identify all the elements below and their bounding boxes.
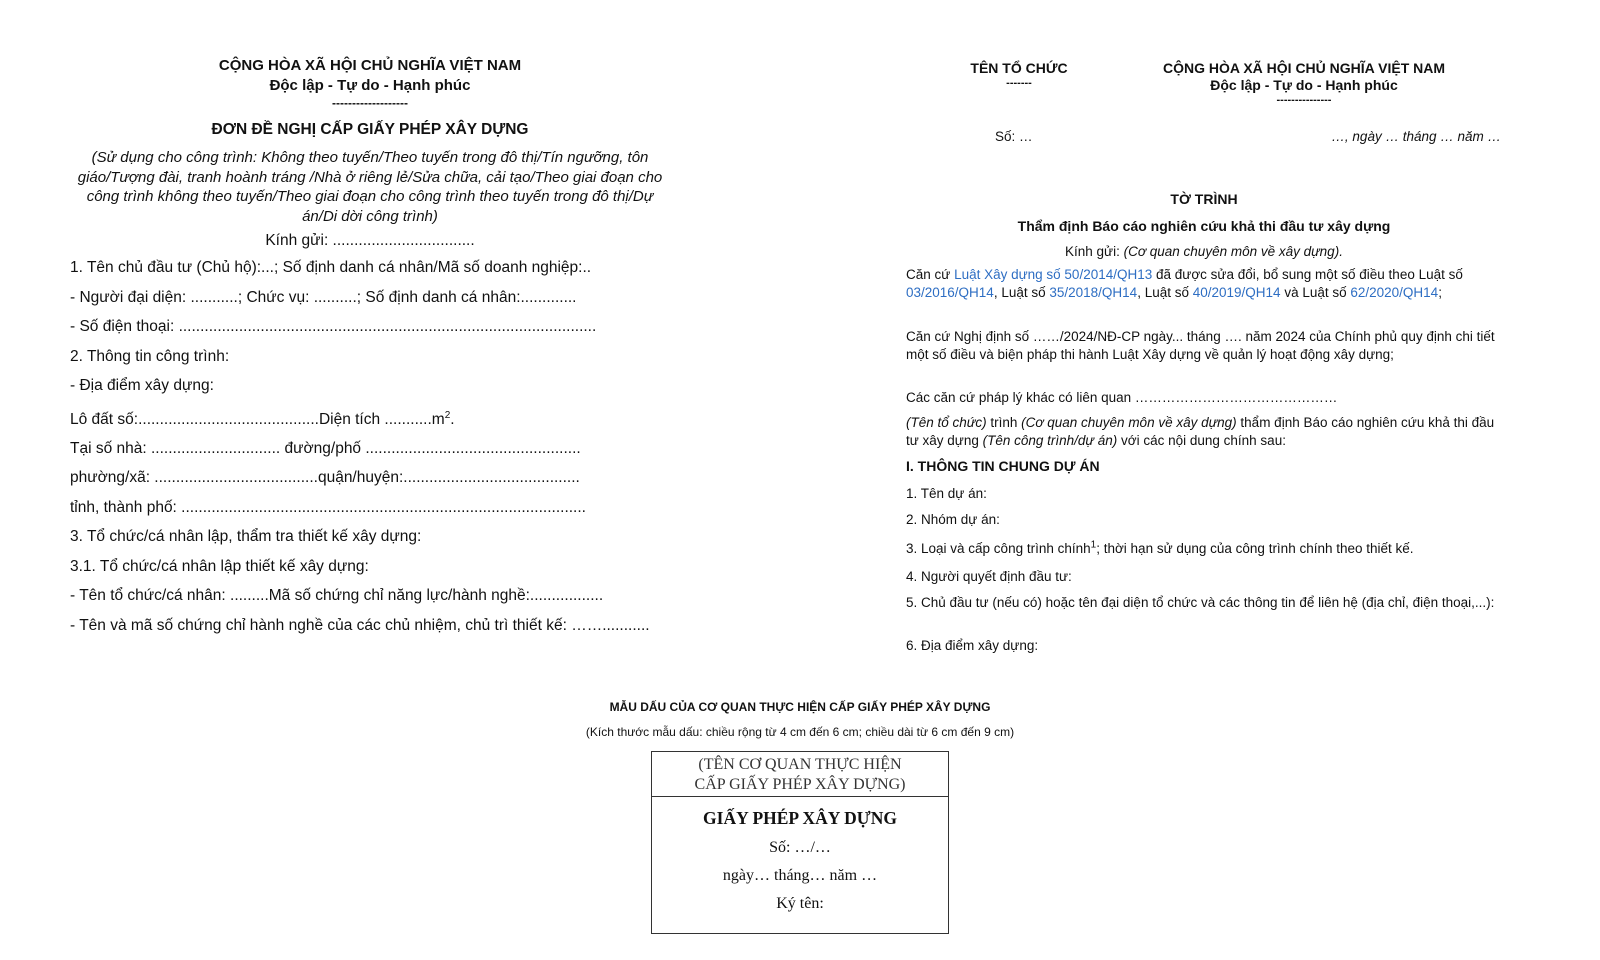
form-line: - Tên và mã số chứng chỉ hành nghề của các chủ nhiệm, chủ trì thiết kế: ……........... [70, 616, 650, 634]
national-title: CỘNG HÒA XÃ HỘI CHỦ NGHĨA VIỆT NAM [218, 57, 522, 74]
form-line: 1. Tên chủ đầu tư (Chủ hộ):...; Số định danh cá nhân/Mã số doanh nghiệp:.. [70, 259, 592, 276]
organization-name: TÊN TỔ CHỨC [970, 60, 1068, 76]
organization-block [949, 60, 1089, 89]
basis-text: ; [1438, 284, 1442, 300]
legal-basis-decree: Căn cứ Nghị định số ……/2024/NĐ-CP ngày... tháng …. năm 2024 của Chính phủ quy định chi tiết một số điều và biện pháp thi hành Luật Xây dựng về quản lý hoạt động xây dựng; [906, 329, 1495, 362]
organization-divider: ------- [1006, 77, 1032, 89]
item-text: ; thời hạn sử dụng của công trình chính theo thiết kế. [1096, 541, 1414, 556]
document-type: TỜ TRÌNH [1170, 191, 1238, 207]
recipient-line: Kính gửi: ................................. [265, 232, 475, 249]
area-unit-exponent: 2 [444, 409, 451, 421]
stamp-size-note: (Kích thước mẫu dấu: chiều rộng từ 4 cm đến 6 cm; chiều dài từ 6 cm đến 9 cm) [585, 725, 1015, 739]
form-line: - Tên tổ chức/cá nhân: .........Mã số chứng chỉ năng lực/hành nghề:................. [70, 587, 604, 604]
stamp-number: Số: …/… [769, 839, 831, 856]
law-link[interactable]: 62/2020/QH14 [1350, 284, 1439, 300]
submission-intro [906, 414, 1504, 449]
national-motto: Độc lập - Tự do - Hạnh phúc [269, 77, 471, 94]
national-header [1119, 60, 1489, 106]
law-link[interactable]: 40/2019/QH14 [1192, 284, 1281, 300]
stamp-sample-title: MẪU DẤU CỦA CƠ QUAN THỰC HIỆN CẤP GIẤY PHÉP XÂY DỰNG [609, 700, 991, 714]
form-line: 2. Thông tin công trình: [70, 347, 230, 365]
form-title: ĐƠN ĐỀ NGHỊ CẤP GIẤY PHÉP XÂY DỰNG [211, 121, 529, 138]
form-line: 3.1. Tổ chức/cá nhân lập thiết kế xây dựng: [70, 557, 369, 575]
intro-text: trình [986, 415, 1022, 430]
stamp-agency-block [652, 752, 948, 797]
legal-basis-law [906, 266, 1504, 301]
usage-note: (Sử dụng cho công trình: Không theo tuyến/Theo tuyến trong đô thị/Tín ngưỡng, tôn giáo/Tượng đài, tranh hoành tráng /Nhà ở riêng lẻ/Sửa chữa, cải tạo/Theo giai đoạn cho công trình không theo tuyến/Theo giai đoạn cho công trình theo tuyến trong đô thị/Dự án/Di dời công trình) [77, 149, 663, 225]
header-divider: ------------------- [332, 96, 408, 110]
stamp-agency-line: CẤP GIẤY PHÉP XÂY DỰNG) [694, 776, 906, 793]
lot-area-end: . [450, 410, 455, 428]
form-line: Tại số nhà: .............................. đường/phố .................................................. [70, 439, 581, 457]
recipient-label: Kính gửi: [1065, 244, 1124, 259]
basis-text: đã được sửa đổi, bổ sung một số điều theo Luật số [1152, 267, 1463, 282]
project-item: 5. Chủ đầu tư (nếu có) hoặc tên đại diện tổ chức và các thông tin để liên hệ (địa chỉ, điện thoại,...): [906, 595, 1495, 610]
intro-placeholder: (Tên tổ chức) [906, 415, 987, 430]
law-link[interactable]: Luật Xây dựng số 50/2014/QH13 [954, 267, 1153, 282]
motto-divider: --------------- [1276, 94, 1332, 106]
form-line: 3. Tổ chức/cá nhân lập, thẩm tra thiết kế xây dựng: [70, 528, 422, 545]
recipient-line [899, 244, 1509, 259]
form-line: tỉnh, thành phố: .............................................................................................. [70, 498, 586, 516]
stamp-signature: Ký tên: [776, 895, 824, 912]
recipient-value: (Cơ quan chuyên môn về xây dựng). [1123, 244, 1343, 259]
lot-area-text: Lô đất số:..........................................Diện tích ...........m [70, 410, 445, 428]
form-line: - Địa điểm xây dựng: [70, 377, 214, 394]
intro-placeholder: (Tên công trình/dự án) [982, 432, 1118, 448]
basis-text: , Luật số [1137, 284, 1193, 300]
project-item: 2. Nhóm dự án: [906, 512, 1000, 527]
basis-text: và Luật số [1280, 284, 1351, 300]
form-line: - Người đại diện: ...........; Chức vụ: ..........; Số định danh cá nhân:............. [70, 288, 577, 306]
document-date: …, ngày … tháng … năm … [1331, 129, 1501, 144]
lot-area-line [70, 406, 670, 439]
legal-basis-other: Các căn cứ pháp lý khác có liên quan ……………………………………… [906, 390, 1338, 405]
project-item: 6. Địa điểm xây dựng: [906, 638, 1039, 653]
form-line: phường/xã: ......................................quận/huyện:......................................... [70, 469, 580, 486]
law-link[interactable]: 03/2016/QH14 [906, 284, 994, 300]
building-permit-application-form [70, 56, 670, 645]
document-number: Số: … [995, 129, 1033, 144]
project-item [906, 540, 1504, 558]
basis-text: Căn cứ [906, 267, 955, 282]
project-item: 1. Tên dự án: [906, 486, 987, 501]
intro-placeholder: (Cơ quan chuyên môn về xây dựng) [1021, 415, 1237, 430]
national-motto: Độc lập - Tự do - Hạnh phúc [1210, 77, 1398, 93]
form-line: - Số điện thoại: ................................................................................................. [70, 318, 597, 335]
item-text: 3. Loại và cấp công trình chính [906, 541, 1091, 556]
project-item: 4. Người quyết định đầu tư: [906, 569, 1072, 584]
document-subject: Thẩm định Báo cáo nghiên cứu khả thi đầu tư xây dựng [1017, 218, 1391, 234]
national-title: CỘNG HÒA XÃ HỘI CHỦ NGHĨA VIỆT NAM [1162, 60, 1446, 76]
stamp-agency-line: (TÊN CƠ QUAN THỰC HIỆN [698, 756, 902, 773]
permit-stamp-sample [651, 751, 949, 934]
basis-text: , Luật số [993, 284, 1050, 300]
intro-text: thẩm định Báo cáo nghiên cứu khả thi đầu tư xây dựng [906, 415, 1495, 448]
stamp-heading: GIẤY PHÉP XÂY DỰNG [703, 808, 897, 828]
footnote-marker: 1 [1090, 539, 1097, 551]
section-heading: I. THÔNG TIN CHUNG DỰ ÁN [906, 458, 1100, 474]
stamp-date: ngày… tháng… năm … [722, 867, 878, 884]
intro-text: với các nội dung chính sau: [1117, 432, 1286, 448]
law-link[interactable]: 35/2018/QH14 [1049, 284, 1138, 300]
